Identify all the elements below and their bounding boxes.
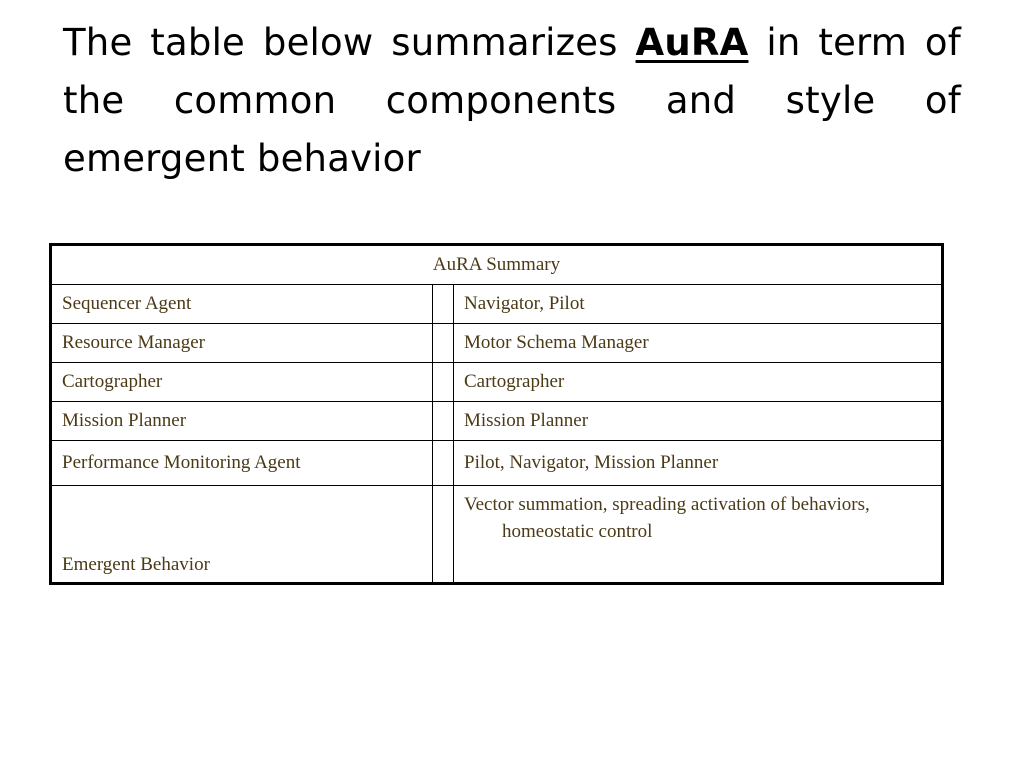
spacer-cell [433, 486, 454, 584]
component-cell: Cartographer [51, 363, 433, 402]
spacer-cell [433, 441, 454, 486]
component-cell: Resource Manager [51, 324, 433, 363]
component-cell: Mission Planner [51, 402, 433, 441]
table-row [51, 486, 943, 584]
heading-text-after: in term of the common components and style of emergent behavior [63, 21, 961, 180]
spacer-cell [433, 402, 454, 441]
component-cell: Emergent Behavior [51, 486, 433, 584]
aura-summary-table [49, 243, 944, 585]
aura-cell: Vector summation, spreading activation of behaviors, homeostatic control [454, 486, 943, 584]
aura-cell: Pilot, Navigator, Mission Planner [454, 441, 943, 486]
table-row [51, 285, 943, 324]
aura-cell: Mission Planner [454, 402, 943, 441]
spacer-cell [433, 324, 454, 363]
aura-cell: Cartographer [454, 363, 943, 402]
table-title: AuRA Summary [51, 245, 943, 285]
table-row [51, 402, 943, 441]
table-title-row [51, 245, 943, 285]
table-row [51, 324, 943, 363]
component-cell: Sequencer Agent [51, 285, 433, 324]
aura-cell: Navigator, Pilot [454, 285, 943, 324]
heading-emphasis: AuRA [635, 21, 749, 64]
slide-heading [63, 14, 961, 188]
spacer-cell [433, 363, 454, 402]
table-row [51, 441, 943, 486]
table-row [51, 363, 943, 402]
aura-cell: Motor Schema Manager [454, 324, 943, 363]
spacer-cell [433, 285, 454, 324]
component-cell: Performance Monitoring Agent [51, 441, 433, 486]
heading-text-before: The table below summarizes [63, 21, 636, 64]
